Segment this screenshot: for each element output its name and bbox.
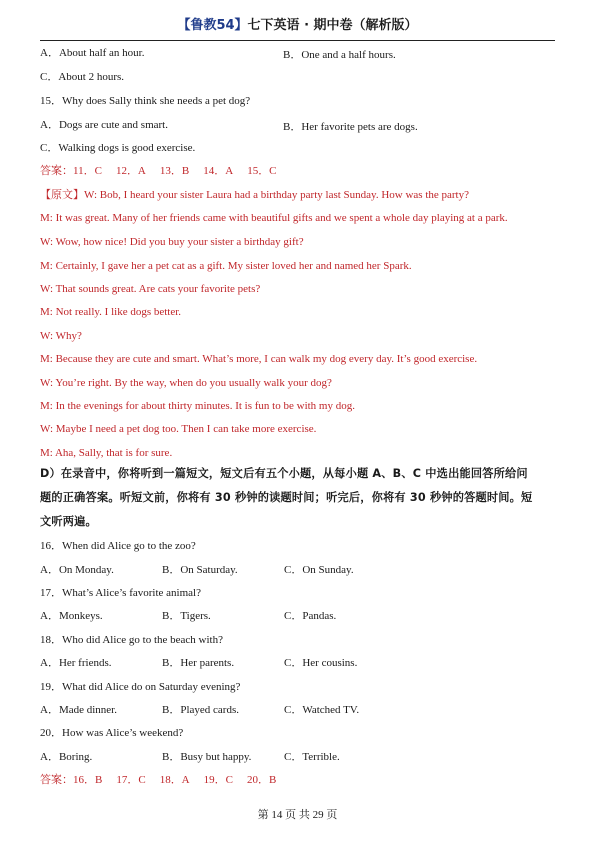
question: 17．What’s Alice’s favorite animal? [40,587,201,599]
transcript-line: W: Maybe I need a pet dog too. Then I can take more exercise. [40,423,317,435]
answer-item: 14．A [203,165,234,177]
question: 20．How was Alice’s weekend? [40,727,184,739]
question: 18．Who did Alice go to the beach with? [40,634,223,646]
transcript-line: M: It was great. Many of her friends came with beautiful gifts and we spent a whole day playing at a park. [40,212,508,224]
options-row [40,703,359,717]
q14-option-b: B．One and a half hours. [283,49,396,61]
option-a: A．Her friends. [40,657,112,669]
option-b: B．Busy but happy. [162,751,252,763]
answer-item: 13．B [159,165,190,177]
header-divider [40,40,555,41]
answer-key-11-15 [40,164,277,178]
option-c: C．Pandas. [284,610,337,622]
options-row [40,750,340,764]
answer-item: 20．B [246,774,277,786]
options-row [40,656,357,670]
transcript-label: 【原文】 [40,189,84,201]
q15-question: 15．Why does Sally think she needs a pet dog? [40,95,251,107]
question: 19．What did Alice do on Saturday evening? [40,681,241,693]
page-footer: 第 14 页 共 29 页 [257,809,338,821]
answer-item: 18．A [159,774,190,786]
option-a: A．On Monday. [40,564,114,576]
answer-label: 答案： [40,774,73,786]
transcript-line: M: In the evenings for about thirty minutes. It is fun to be with my dog. [40,400,355,412]
answer-item: 17．C [116,774,146,786]
option-c: C．Watched TV. [284,704,360,716]
q15-option-c: C．Walking dogs is good exercise. [40,142,196,154]
option-c: C．Terrible. [284,751,340,763]
answer-item: 19．C [203,774,233,786]
header-title: 七下英语 · 期中卷（解析版） [247,18,418,33]
answer-item: 15．C [247,165,277,177]
q14-options-row [40,46,144,60]
answer-key-16-20 [40,773,276,787]
header-series-tag: 【鲁教54】 [177,18,248,33]
option-a: A．Monkeys. [40,610,103,622]
option-a: A．Boring. [40,751,93,763]
q14-option-c: C．About 2 hours. [40,71,125,83]
transcript-line: M: Certainly, I gave her a pet cat as a gift. My sister loved her and named her Spark. [40,260,412,272]
option-b: B．Played cards. [162,704,239,716]
transcript-line: W: That sounds great. Are cats your favorite pets? [40,283,261,295]
transcript-line: M: Not really. I like dogs better. [40,306,182,318]
q14-option-a: A．About half an hour. [40,47,145,59]
q15-option-b: B．Her favorite pets are dogs. [283,121,418,133]
transcript-line: W: Wow, how nice! Did you buy your sister a birthday gift? [40,236,304,248]
answer-item: 11．C [73,165,102,177]
answer-label: 答案： [40,165,73,177]
section-d-instructions: D）在录音中，你将听到一篇短文，短文后有五个小题，从每小题 A、B、C 中选出能回答所给问 题的正确答案。听短文前，你将有 30 秒钟的读题时间；听完后，你将有 30 秒钟的答题时间。短 文听两遍。 [40,467,533,528]
answer-item: 12．A [115,165,146,177]
option-c: C．On Sunday. [284,564,354,576]
page-header [40,14,555,33]
transcript-line: M: Aha, Sally, that is for sure. [40,447,173,459]
transcript-line: 【原文】W: Bob, I heard your sister Laura had a birthday party last Sunday. How was the party? [40,189,469,201]
q15-option-a: A．Dogs are cute and smart. [40,119,168,131]
transcript-line: W: You’re right. By the way, when do you usually walk your dog? [40,377,332,389]
options-row [40,563,354,577]
question: 16．When did Alice go to the zoo? [40,540,196,552]
option-b: B．Tigers. [162,610,211,622]
transcript-line: W: Why? [40,330,82,342]
option-a: A．Made dinner. [40,704,117,716]
answer-item: 16．B [73,774,103,786]
option-b: B．On Saturday. [162,564,238,576]
options-row [40,609,336,623]
option-c: C．Her cousins. [284,657,358,669]
transcript-line: M: Because they are cute and smart. What’s more, I can walk my dog every day. It’s good exercise. [40,353,478,365]
option-b: B．Her parents. [162,657,235,669]
